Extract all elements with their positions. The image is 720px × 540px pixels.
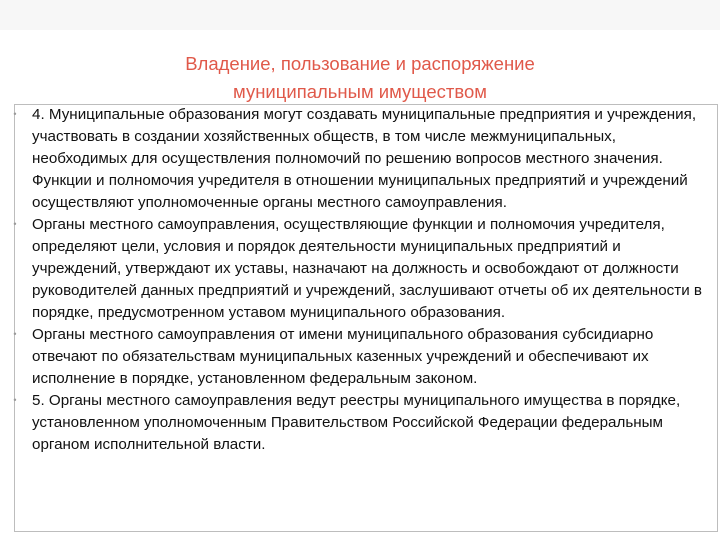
slide-title-line-2: муниципальным имуществом (233, 81, 487, 103)
list-item-text: Органы местного самоуправления от имени муниципального образования субсидиарно отвечают по обязательствам муниципальных казенных учреждений и обеспечивают их исполнение в порядке, установленном федеральным законом. (32, 326, 654, 387)
bullet-list (10, 104, 714, 456)
list-item (10, 214, 714, 324)
slide-title (0, 50, 720, 106)
bullet-icon: • (13, 395, 17, 405)
list-item-text: 5. Органы местного самоуправления ведут реестры муниципального имущества в порядке, установленном уполномоченным Правительством Российской Федерации федеральным органом исполнительной власти. (32, 392, 681, 453)
list-item-text: Органы местного самоуправления, осуществляющие функции и полномочия учредителя, определяют цели, условия и порядок деятельности муниципальных предприятий и учреждений, утверждают их уставы, назначают на должность и освобождают от должности руководителей данных предприятий и учреждений, заслушивают отчеты об их деятельности в порядке, предусмотренном уставом муниципального образования. (32, 216, 702, 321)
list-item-text: 4. Муниципальные образования могут создавать муниципальные предприятия и учреждения, участвовать в создании хозяйственных обществ, в том числе межмуниципальных, необходимых для осуществления полномочий по решению вопросов местного значения. Функции и полномочия учредителя в отношении муниципальных предприятий и учреждений осуществляют уполномоченные органы местного самоуправления. (32, 106, 697, 211)
bullet-icon: • (13, 109, 17, 119)
list-item (10, 324, 714, 390)
bullet-icon: • (13, 219, 17, 229)
slide-title-line-1: Владение, пользование и распоряжение (185, 53, 535, 75)
list-item (10, 390, 714, 456)
top-band (0, 0, 720, 30)
bullet-icon: • (13, 329, 17, 339)
list-item (10, 104, 714, 214)
